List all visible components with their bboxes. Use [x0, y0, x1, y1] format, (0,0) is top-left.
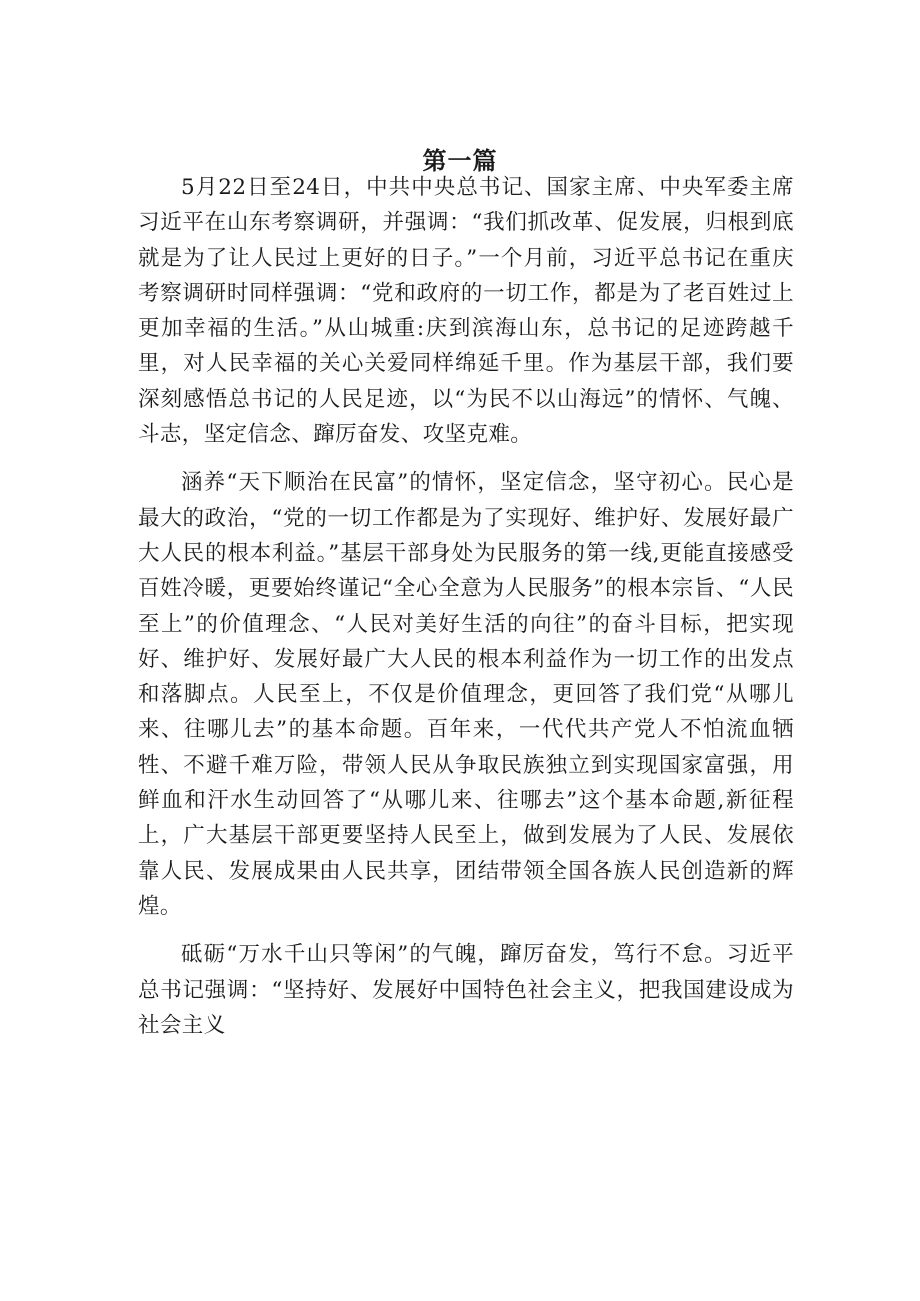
document-body [138, 170, 794, 1043]
paragraph-2: 涵养“天下顺治在民富”的情怀，坚定信念，坚守初心。民心是最大的政治，“党的一切工作都是为了实现好、维护好、发展好最广大人民的根本利益。”基层干部身处为民服务的第一线,更能直接感受百姓冷暖，更要始终谨记“全心全意为人民服务”的根本宗旨、“人民至上”的价值理念、“人民对美好生活的向往”的奋斗目标，把实现好、维护好、发展好最广大人民的根本利益作为一切工作的出发点和落脚点。人民至上，不仅是价值理念，更回答了我们党“从哪儿来、往哪儿去”的基本命题。百年来，一代代共产党人不怕流血牺牲、不避千难万险，带领人民从争取民族独立到实现国家富强，用鲜血和汗水生动回答了“从哪儿来、往哪去”这个基本命题,新征程上，广大基层干部更要坚持人民至上，做到发展为了人民、发展依靠人民、发展成果由人民共享，团结带领全国各族人民创造新的辉煌。 [138, 470, 794, 919]
paragraph-1: 5月22日至24日，中共中央总书记、国家主席、中央军委主席习近平在山东考察调研，并强调：“我们抓改革、促发展，归根到底就是为了让人民过上更好的日子。”一个月前，习近平总书记在重庆考察调研时同样强调：“党和政府的一切工作，都是为了老百姓过上更加幸福的生活。”从山城重:庆到滨海山东，总书记的足迹跨越千里，对人民幸福的关心关爱同样绵延千里。作为基层干部，我们要深刻感悟总书记的人民足迹，以“为民不以山海远”的情怀、气魄、斗志，坚定信念、蹿厉奋发、攻坚克难。 [138, 175, 794, 448]
document-title: 第一篇 [422, 147, 498, 176]
paragraph-3: 砥砺“万水千山只等闲”的气魄，蹿厉奋发，笃行不怠。习近平总书记强调：“坚持好、发展好中国特色社会主义，把我国建设成为社会主义 [138, 942, 794, 1038]
